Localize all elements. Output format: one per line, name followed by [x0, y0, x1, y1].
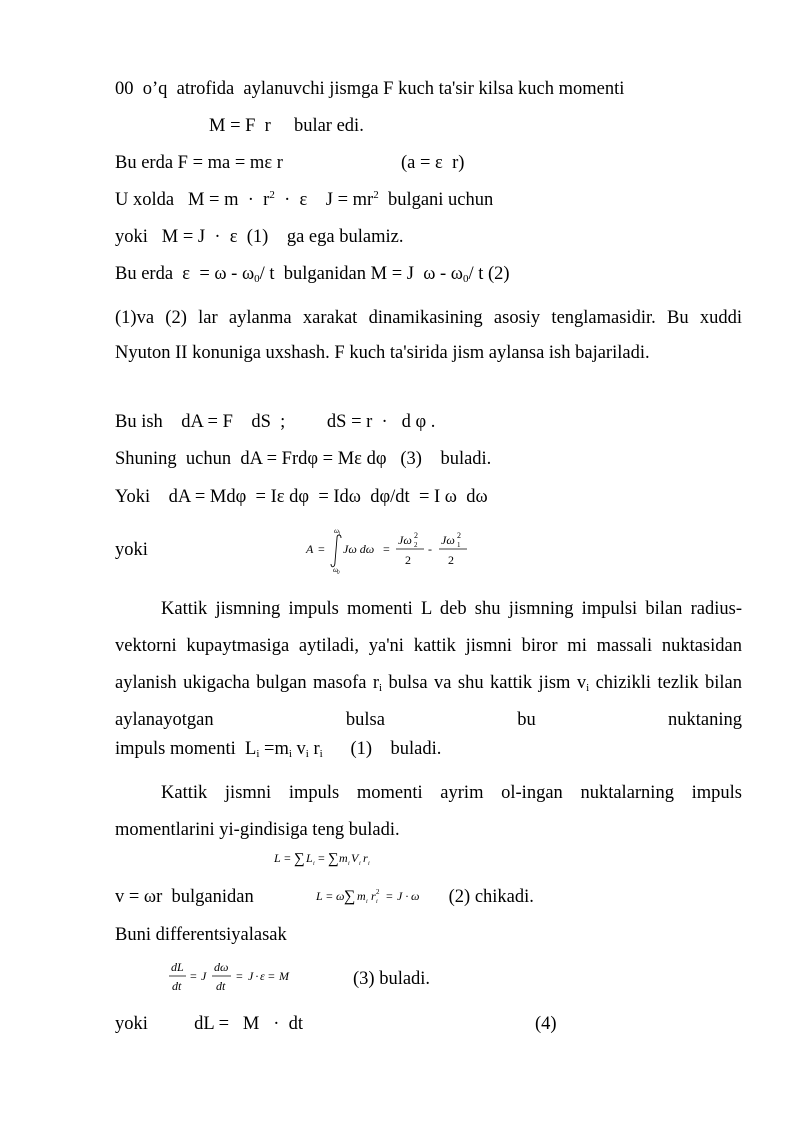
- svg-text:=: =: [383, 542, 390, 556]
- svg-text:i: i: [348, 861, 350, 867]
- work-integral-equation: [304, 524, 484, 576]
- text-line-1: 00 o’q atrofida aylanuvchi jismga F kuch ta'sir kilsa kuch momenti: [115, 79, 625, 99]
- text-line-9: Yoki dA = Mdφ = Iε dφ = Idω dφ/dt = I ω dω: [115, 487, 488, 507]
- svg-text:2: 2: [405, 553, 411, 567]
- svg-text:=: =: [268, 969, 275, 983]
- text-line-4: [115, 189, 493, 211]
- text-line-6: [115, 263, 510, 285]
- text-line-11: [115, 738, 441, 760]
- svg-text:2: 2: [376, 888, 380, 896]
- svg-text:1: 1: [338, 532, 341, 537]
- svg-text:-: -: [428, 542, 432, 556]
- sub-0a: 0: [254, 273, 260, 285]
- svg-text:ε: ε: [260, 969, 265, 983]
- svg-text:∑: ∑: [344, 888, 356, 905]
- svg-text:=: =: [386, 889, 393, 903]
- svg-text:m: m: [357, 889, 366, 903]
- p2-text: Kattik jismning impuls momenti L deb shu jismning impulsi bilan radius-vektorni kupaytmasiga aytiladi, ya'ni kattik jismni biror mi massali nuktasidan aylanish ukigacha bulgan masofa r: [115, 599, 742, 693]
- svg-text:M: M: [279, 969, 289, 983]
- text-line-15b: (4): [535, 1014, 557, 1034]
- text-line-2: M = F r bular edi.: [209, 116, 364, 136]
- sub-i-5: i: [305, 748, 309, 760]
- text-6c: / t (2): [468, 264, 510, 284]
- svg-text:2: 2: [414, 531, 418, 540]
- paragraph-3: Kattik jismni impuls momenti ayrim ol-ingan nuktalarning impuls momentlarini yi-gindisiga teng buladi.: [115, 783, 742, 840]
- svg-text:L: L: [306, 851, 313, 865]
- paragraph-1: (1)va (2) lar aylanma xarakat dinamikasining asosiy tenglamasidir. Bu xuddi Nyuton II konuniga uxshash. F kuch ta'sirida jism aylansa ish bajariladi.: [115, 308, 742, 363]
- svg-text:·: ·: [405, 889, 409, 903]
- text-line-8: Shuning uchun dA = Frdφ = Mε dφ (3) buladi.: [115, 449, 492, 469]
- svg-text:=: =: [318, 542, 325, 556]
- sub-i-3: i: [256, 748, 260, 760]
- text-6a: Bu erda ε = ω - ω: [115, 264, 255, 284]
- svg-text:0: 0: [337, 571, 340, 576]
- svg-text:r: r: [363, 851, 368, 865]
- text-line-12b: (2) chikadi.: [444, 887, 534, 907]
- svg-text:J: J: [397, 889, 403, 903]
- svg-text:J: J: [201, 969, 207, 983]
- svg-text:J: J: [248, 969, 254, 983]
- text-4a: U xolda M = m · r: [115, 190, 270, 210]
- svg-text:2: 2: [457, 531, 461, 540]
- text-line-10: yoki: [115, 540, 148, 560]
- sub-0b: 0: [462, 273, 469, 285]
- text-line-14: (3) buladi.: [353, 969, 431, 989]
- text-11e: (1) buladi.: [322, 739, 442, 759]
- svg-text:dt: dt: [216, 979, 226, 993]
- derivative-equation: [168, 956, 328, 998]
- p2b-text: bulsa va shu kattik jism v: [382, 673, 587, 693]
- text-line-5: yoki M = J · ε (1) ga ega bulamiz.: [115, 227, 404, 247]
- sub-i-2: i: [586, 682, 590, 694]
- text-11c: v: [291, 739, 306, 759]
- text-11d: r: [308, 739, 320, 759]
- svg-text:2: 2: [414, 541, 418, 549]
- svg-text:=: =: [190, 969, 197, 983]
- svg-text:dt: dt: [172, 979, 182, 993]
- text-line-12a: v = ωr bulganidan: [115, 887, 254, 907]
- svg-text:ω: ω: [336, 889, 345, 903]
- paragraph-2: [115, 591, 742, 739]
- text-11a: impuls momenti L: [115, 739, 257, 759]
- svg-text:dω: dω: [214, 960, 229, 974]
- svg-text:∑: ∑: [294, 851, 305, 867]
- svg-text:i: i: [366, 899, 368, 905]
- svg-text:=: =: [284, 851, 291, 865]
- svg-text:r: r: [371, 889, 376, 903]
- svg-text:Jω: Jω: [398, 533, 412, 547]
- svg-text:=: =: [318, 851, 325, 865]
- sup-2b: 2: [373, 189, 379, 201]
- svg-text:ω: ω: [334, 527, 339, 535]
- text-line-7: Bu ish dA = F dS ; dS = r · d φ .: [115, 412, 436, 432]
- svg-text:=: =: [326, 889, 333, 903]
- svg-text:i: i: [376, 899, 378, 905]
- svg-text:Jω dω: Jω dω: [343, 542, 375, 556]
- svg-text:2: 2: [448, 553, 454, 567]
- text-6b: / t bulganidan M = J ω - ω: [259, 264, 463, 284]
- text-4b: · ε J = mr: [274, 190, 374, 210]
- svg-text:·: ·: [255, 969, 259, 983]
- sub-i-4: i: [288, 748, 292, 760]
- svg-text:1: 1: [457, 541, 461, 549]
- text-line-3a: Bu erda F = ma = mε r: [115, 153, 283, 173]
- svg-text:ω: ω: [333, 566, 338, 574]
- text-line-13: Buni differentsiyalasak: [115, 925, 287, 945]
- svg-text:V: V: [351, 851, 359, 865]
- svg-text:A: A: [306, 542, 314, 556]
- svg-text:Jω: Jω: [441, 533, 455, 547]
- svg-text:i: i: [313, 861, 315, 867]
- momentum-omega-equation: [314, 883, 448, 907]
- text-line-15a: yoki dL = M · dt: [115, 1014, 304, 1034]
- svg-text:L: L: [316, 889, 323, 903]
- text-4c: bulgani uchun: [378, 190, 494, 210]
- svg-text:L: L: [274, 851, 281, 865]
- text-11b: =m: [259, 739, 289, 759]
- text-line-3b: (a = ε r): [401, 153, 465, 173]
- svg-text:dL: dL: [171, 960, 184, 974]
- svg-text:=: =: [236, 969, 243, 983]
- sup-2a: 2: [269, 189, 275, 201]
- svg-text:∑: ∑: [328, 851, 339, 867]
- svg-text:m: m: [339, 851, 348, 865]
- p2c-text: chizikli tezlik bilan aylanayotgan bulsa bu nuktaning: [115, 673, 742, 730]
- svg-text:i: i: [359, 861, 361, 867]
- sub-i-1: i: [379, 682, 383, 694]
- svg-text:ω: ω: [411, 889, 420, 903]
- impulse-sum-equation: [272, 846, 392, 868]
- svg-text:i: i: [368, 861, 370, 867]
- sub-i-6: i: [319, 748, 323, 760]
